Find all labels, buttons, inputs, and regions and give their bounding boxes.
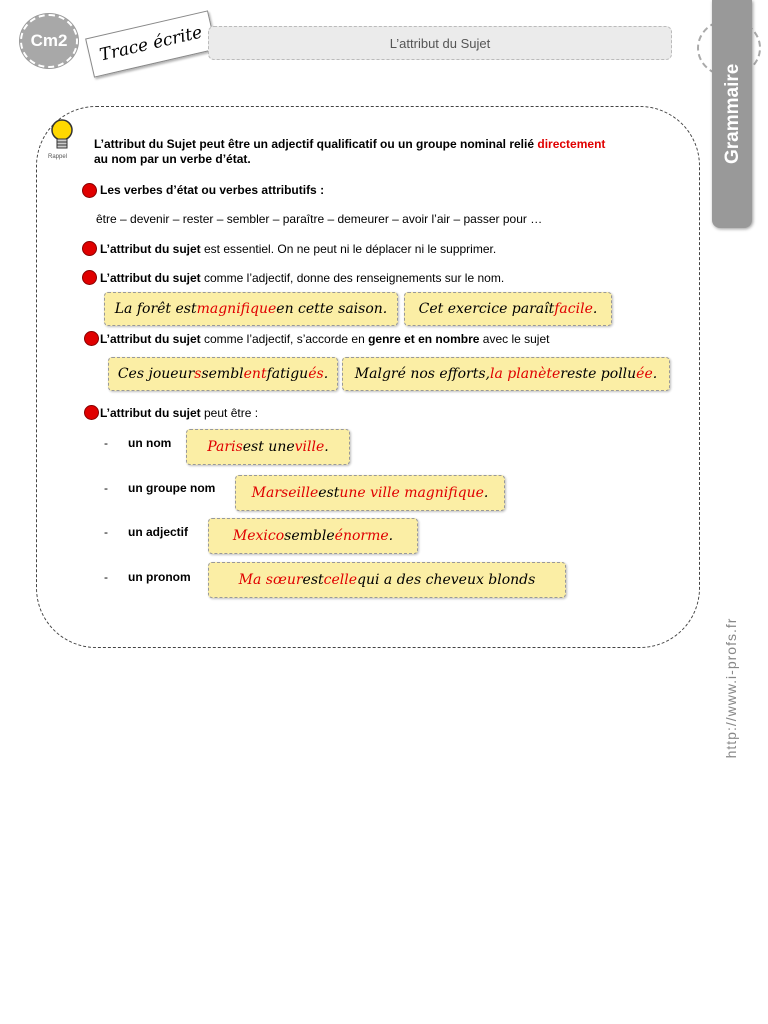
bullet-dot (82, 241, 97, 256)
example-text: Cet exercice paraît (418, 301, 555, 317)
like-adjective-line (100, 271, 504, 285)
like-adjective-bold: L’attribut du sujet (100, 271, 201, 285)
example-attribute: magnifique (196, 301, 277, 317)
verbs-title: Les verbes d’état ou verbes attributifs : (100, 183, 325, 197)
agreement-end: avec le sujet (479, 332, 550, 346)
example-agreement: s (194, 366, 202, 382)
like-adjective-rest: comme l’adjectif, donne des renseignements sur le nom. (200, 271, 505, 285)
definition-line-2: au nom par un verbe d’état. (94, 152, 251, 166)
example-agreement: ée (636, 366, 653, 382)
example-text: fatigu (266, 366, 309, 382)
bullet-dot (84, 331, 99, 346)
kind-label-noun-group: un groupe nom (128, 481, 216, 495)
can-be-line (100, 406, 258, 420)
list-dash: - (104, 481, 108, 495)
can-be-rest: peut être : (200, 406, 259, 420)
example-text: . (592, 301, 598, 317)
example-subject: Mexico (232, 528, 285, 544)
bullet-dot (84, 405, 99, 420)
example-box (342, 357, 670, 391)
example-text: est (318, 485, 340, 501)
level-badge (20, 14, 78, 68)
list-dash: - (104, 570, 108, 584)
kind-label-noun: un nom (128, 436, 172, 450)
example-box-noun (186, 429, 350, 465)
example-text: . (388, 528, 394, 544)
example-subject: Paris (207, 439, 243, 455)
example-box-noun-group (235, 475, 505, 511)
example-text: sembl (201, 366, 244, 382)
example-box-pronoun (208, 562, 566, 598)
example-text: . (323, 366, 329, 382)
example-attribute: celle (323, 572, 358, 588)
example-attribute: facile (554, 301, 593, 317)
subject-tab-label-wrap (722, 63, 743, 164)
example-text: . (652, 366, 658, 382)
example-text: . (483, 485, 489, 501)
definition-highlight: directement (537, 137, 606, 151)
example-attribute: ville (294, 439, 325, 455)
example-text: La forêt est (114, 301, 197, 317)
subject-tab-label: Grammaire (722, 63, 743, 164)
lightbulb-icon (50, 118, 74, 156)
kind-label-adjective: un adjectif (128, 525, 189, 539)
example-text: est (302, 572, 324, 588)
example-text: Malgré nos efforts, (354, 366, 490, 382)
example-subject: Marseille (251, 485, 319, 501)
rappel-label: Rappel (48, 154, 68, 160)
essential-rest: est essentiel. On ne peut ni le déplacer ni le supprimer. (200, 242, 497, 256)
example-agreement: ent (243, 366, 267, 382)
example-text: semble (284, 528, 335, 544)
example-text: qui a des cheveux blonds (357, 572, 536, 588)
bullet-dot (82, 183, 97, 198)
example-box (108, 357, 338, 391)
example-box (104, 292, 398, 326)
trace-ecrite-text: Trace écrite (97, 22, 205, 66)
agreement-bold: L’attribut du sujet (100, 332, 201, 346)
list-dash: - (104, 525, 108, 539)
example-subject: Ma sœur (238, 572, 303, 588)
site-url: http://www.i-profs.fr (723, 617, 739, 759)
example-text: est une (242, 439, 295, 455)
example-box (404, 292, 612, 326)
example-text: en cette saison. (276, 301, 388, 317)
agreement-line (100, 332, 549, 346)
example-text: reste pollu (560, 366, 637, 382)
example-attribute: énorme (334, 528, 389, 544)
essential-line (100, 242, 496, 256)
bullet-dot (82, 270, 97, 285)
essential-bold: L’attribut du sujet (100, 242, 201, 256)
trace-ecrite-label (85, 10, 217, 77)
page-title: L’attribut du Sujet (389, 35, 491, 51)
verbs-list: être – devenir – rester – sembler – paraître – demeurer – avoir l’air – passer pour … (96, 212, 543, 226)
page-title-bar (208, 26, 672, 60)
example-text: . (324, 439, 329, 455)
example-agreement: és (308, 366, 324, 382)
example-box-adjective (208, 518, 418, 554)
agreement-mid: comme l’adjectif, s’accorde en (200, 332, 369, 346)
level-badge-text: Cm2 (30, 31, 68, 50)
agreement-bold-2: genre et en nombre (368, 332, 480, 346)
example-text: Ces joueur (117, 366, 195, 382)
example-subject: la planète (490, 366, 561, 382)
definition-line-1 (94, 137, 605, 151)
definition-text: L’attribut du Sujet peut être un adjectif qualificatif ou un groupe nominal relié (94, 137, 538, 151)
kind-label-pronoun: un pronom (128, 570, 191, 584)
example-attribute: une ville magnifique (339, 485, 484, 501)
can-be-bold: L’attribut du sujet (100, 406, 201, 420)
list-dash: - (104, 436, 108, 450)
